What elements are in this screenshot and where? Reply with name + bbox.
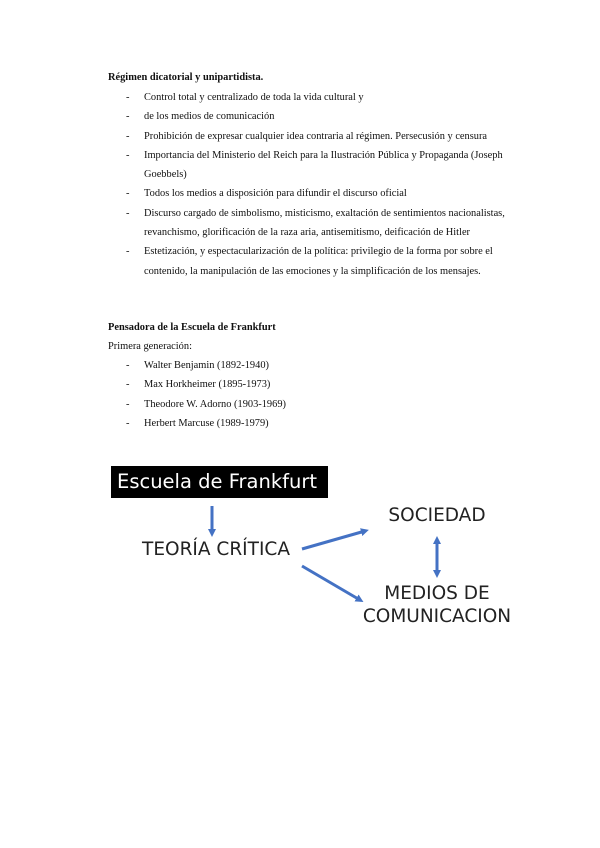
subheading-primera-generacion: Primera generación: <box>108 341 192 352</box>
list-item: - Max Horkheimer (1895-1973) <box>126 375 526 394</box>
list-item: - Control total y centralizado de toda la vida cultural y <box>126 88 526 107</box>
list-item: - Prohibición de expresar cualquier idea contraria al régimen. Persecusión y censura <box>126 127 526 146</box>
medios-label-line1: MEDIOS DE <box>384 583 490 604</box>
teoria-critica-label: TEORÍA CRÍTICA <box>142 539 290 560</box>
list-item: - de los medios de comunicación <box>126 107 526 126</box>
list-item: - Discurso cargado de simbolismo, misticismo, exaltación de sentimientos nacionalistas, revanchismo, glorificación de la raza aria, antisemitismo, deificación de Hitler <box>126 204 526 243</box>
sociedad-label: SOCIEDAD <box>388 505 486 526</box>
list-item: - Estetización, y espectacularización de la política: privilegio de la forma por sobre el contenido, la manipulación de las emociones y la simplificación de los mensajes. <box>126 242 526 281</box>
list-item: - Theodore W. Adorno (1903-1969) <box>126 395 526 414</box>
diagram-title-box: Escuela de Frankfurt <box>111 466 328 498</box>
medios-label-line2: COMUNICACION <box>362 606 512 627</box>
list-item: - Todos los medios a disposición para difundir el discurso oficial <box>126 184 526 203</box>
arrow-to-medios <box>302 566 360 600</box>
list-item: - Walter Benjamin (1892-1940) <box>126 356 526 375</box>
section-heading-frankfurt: Pensadora de la Escuela de Frankfurt <box>108 322 276 333</box>
arrow-to-sociedad <box>302 531 365 549</box>
list-item: - Herbert Marcuse (1989-1979) <box>126 414 526 433</box>
section-heading-regimen: Régimen dicatorial y unipartidista. <box>108 72 264 83</box>
list-item: - Importancia del Ministerio del Reich para la Ilustración Pública y Propaganda (Joseph Goebbels) <box>126 146 526 185</box>
